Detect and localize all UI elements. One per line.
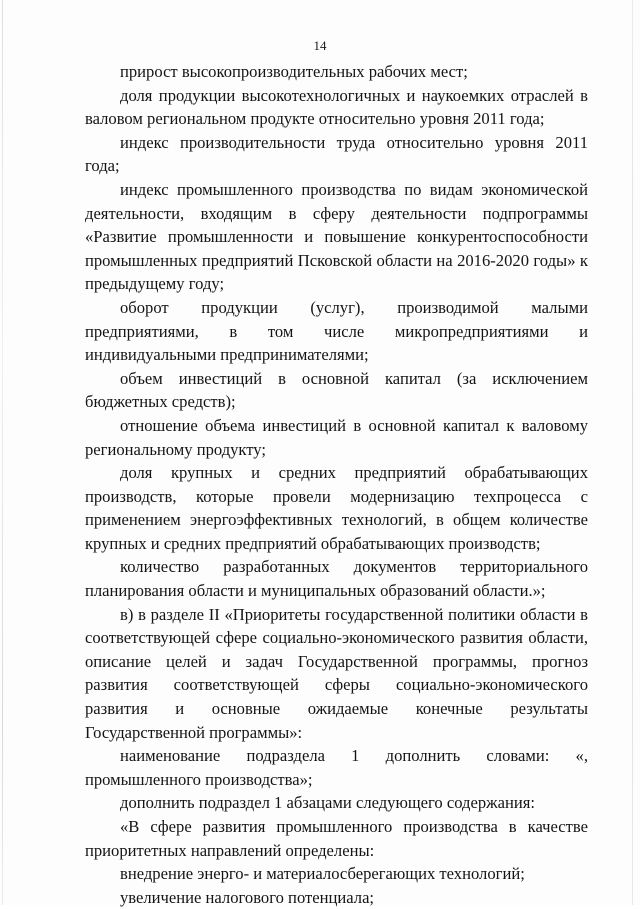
paragraph-high-productivity-jobs: прирост высокопроизводительных рабочих мест; <box>120 62 468 81</box>
paragraph-industrial-production-index: индекс промышленного производства по видам экономической деятельности, входящим в сферу деятельности подпрограммы «Развитие промышленности и повышение конкурентоспособности промышленных предприятий Псковской области на 2016-2020 годы» к предыдущему году; <box>85 179 588 294</box>
paragraph-tax-potential: увеличение налогового потенциала; <box>120 887 375 907</box>
paragraph-energy-saving-tech: внедрение энерго- и материалосберегающих технологий; <box>120 864 525 884</box>
paragraph-modernized-enterprises-share: доля крупных и средних предприятий обрабатывающих производств, которые провели модернизацию техпроцесса с применением энергоэффективных технологий, в общем количестве крупных и средних предприятий обрабатывающих производств; <box>85 463 588 553</box>
scan-edge-left <box>2 0 3 905</box>
paragraph-priority-directions: «В сфере развития промышленного производства в качестве приоритетных направлений определены: <box>85 817 588 860</box>
paragraph-fixed-capital-investment: объем инвестиций в основной капитал (за исключением бюджетных средств); <box>85 368 588 412</box>
paragraph-small-business-turnover: оборот продукции (услуг), производимой малыми предприятиями, в том числе микропредприятиями и индивидуальными предпринимателями; <box>85 297 588 365</box>
paragraph-subsection-1-add: дополнить подраздел 1 абзацами следующего содержания: <box>120 793 535 813</box>
paragraph-planning-documents-count: количество разработанных документов территориального планирования области и муниципальных образований области.»; <box>85 557 588 601</box>
paragraph-subsection-1-title: наименование подраздела 1 дополнить словами: «, промышленного производства»; <box>85 746 588 789</box>
page-number: 14 <box>313 38 327 53</box>
paragraph-section-ii-amendment: в) в разделе II «Приоритеты государственной политики области в соответствующей сфере социально-экономического развития области, описание целей и задач Государственной программы, прогноз развития соответствующей сферы социально-экономического развития и основные ожидаемые конечные результаты Государственной программы»: <box>85 604 588 742</box>
paragraph-labor-productivity-index: индекс производительности труда относительно уровня 2011 года; <box>85 132 588 176</box>
paragraph-high-tech-share: доля продукции высокотехнологичных и наукоемких отраслей в валовом региональном продукте относительно уровня 2011 года; <box>85 85 588 129</box>
document-body <box>85 60 588 909</box>
scan-edge-right <box>632 0 633 905</box>
paragraph-investment-to-grp-ratio: отношение объема инвестиций в основной капитал к валовому региональному продукту; <box>85 415 588 459</box>
